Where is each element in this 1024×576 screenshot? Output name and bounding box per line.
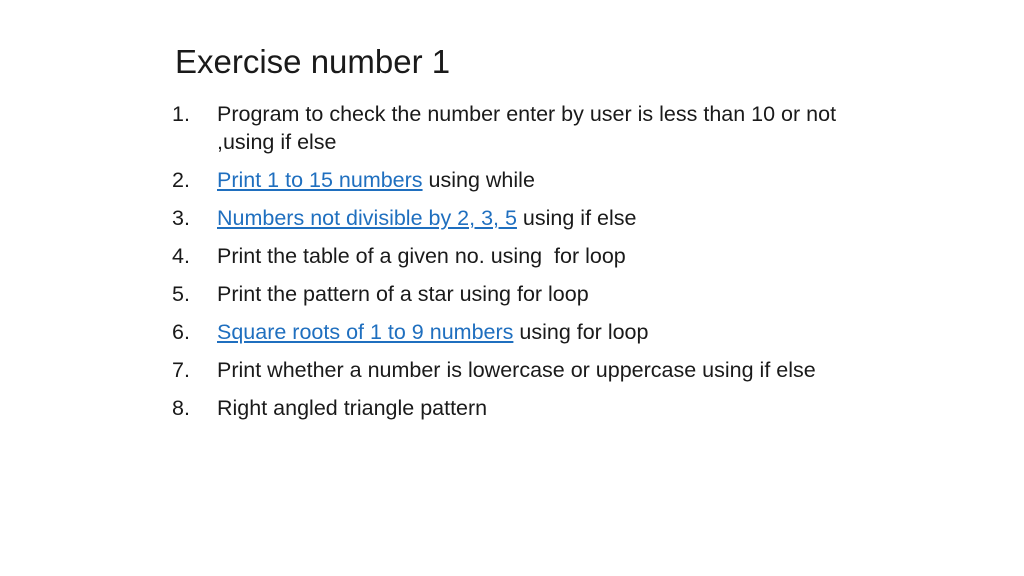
item-text: using while [422,168,535,192]
item-text: Program to check the number enter by user is less than 10 or not ,using if else [217,102,837,154]
list-item [172,204,862,232]
item-number: 8. [172,396,190,420]
item-number: 6. [172,320,190,344]
item-text: Print the table of a given no. using for loop [217,244,626,268]
print-1-to-15-link[interactable]: Print 1 to 15 numbers [217,168,423,192]
numbers-not-divisible-link[interactable]: Numbers not divisible by 2, 3, 5 [217,206,517,230]
list-item [172,242,862,270]
list-item [172,166,862,194]
list-item [172,100,862,156]
square-roots-link[interactable]: Square roots of 1 to 9 numbers [217,320,514,344]
list-item [172,318,862,346]
list-item [172,394,862,422]
item-text: Right angled triangle pattern [217,396,488,420]
item-text: using for loop [513,320,649,344]
item-number: 5. [172,282,190,306]
list-item [172,280,862,308]
list-item [172,356,862,384]
item-text: using if else [516,206,637,230]
item-number: 1. [172,102,190,126]
item-text: Print the pattern of a star using for loop [217,282,589,306]
slide-title: Exercise number 1 [175,43,451,80]
exercise-list [172,100,862,432]
item-number: 4. [172,244,190,268]
item-text: Print whether a number is lowercase or uppercase using if else [217,358,816,382]
item-number: 3. [172,206,190,230]
item-number: 2. [172,168,190,192]
item-number: 7. [172,358,190,382]
